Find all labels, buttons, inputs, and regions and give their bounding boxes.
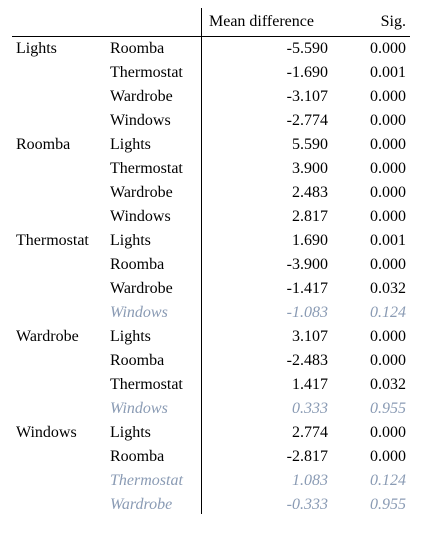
significance-value: 0.000 — [370, 424, 406, 441]
table-row — [12, 301, 410, 325]
mean-difference-value: 2.483 — [292, 184, 328, 201]
significance-value: 0.032 — [370, 280, 406, 297]
mean-difference-header: Mean difference — [209, 13, 314, 30]
comparison-table — [12, 8, 410, 517]
mean-difference-value: 2.817 — [292, 208, 328, 225]
significance-value: 0.955 — [370, 496, 406, 513]
table-body — [12, 37, 410, 517]
table-row — [12, 133, 410, 157]
significance-value: 0.000 — [370, 136, 406, 153]
table-row — [12, 61, 410, 85]
table-row — [12, 373, 410, 397]
comparison-label: Wardrobe — [110, 88, 173, 105]
comparison-label: Lights — [110, 136, 151, 153]
mean-difference-value: -5.590 — [286, 40, 328, 57]
table-row — [12, 229, 410, 253]
comparison-label: Lights — [110, 424, 151, 441]
group-label: Wardrobe — [16, 328, 79, 345]
comparison-label: Windows — [110, 304, 168, 321]
mean-difference-value: -1.083 — [286, 304, 328, 321]
table-row — [12, 253, 410, 277]
mean-difference-value: -2.817 — [286, 448, 328, 465]
table-row — [12, 469, 410, 493]
table-row — [12, 181, 410, 205]
group-label: Windows — [16, 424, 77, 441]
significance-value: 0.000 — [370, 328, 406, 345]
mean-difference-value: 2.774 — [292, 424, 328, 441]
comparison-label: Roomba — [110, 40, 165, 57]
mean-difference-value: -1.690 — [286, 64, 328, 81]
group-label: Lights — [16, 40, 57, 57]
comparison-label: Roomba — [110, 256, 165, 273]
significance-value: 0.000 — [370, 352, 406, 369]
mean-difference-value: 0.333 — [292, 400, 328, 417]
comparison-label: Roomba — [110, 448, 165, 465]
table-row — [12, 349, 410, 373]
group-label: Roomba — [16, 136, 71, 153]
significance-value: 0.000 — [370, 40, 406, 57]
comparison-label: Wardrobe — [110, 280, 173, 297]
table-header — [12, 8, 410, 37]
comparison-label: Windows — [110, 112, 171, 129]
comparison-label: Thermostat — [110, 160, 183, 177]
table-row — [12, 277, 410, 301]
significance-value: 0.000 — [370, 448, 406, 465]
comparison-label: Roomba — [110, 352, 165, 369]
table-row — [12, 421, 410, 445]
significance-value: 0.000 — [370, 184, 406, 201]
table-row — [12, 325, 410, 349]
mean-difference-value: -0.333 — [286, 496, 328, 513]
table-row — [12, 397, 410, 421]
comparison-label: Thermostat — [110, 472, 183, 489]
mean-difference-value: 1.417 — [292, 376, 328, 393]
significance-value: 0.000 — [370, 112, 406, 129]
significance-value: 0.000 — [370, 208, 406, 225]
significance-value: 0.124 — [370, 304, 406, 321]
significance-value: 0.001 — [370, 232, 406, 249]
significance-value: 0.001 — [370, 64, 406, 81]
comparison-label: Windows — [110, 400, 168, 417]
significance-value: 0.032 — [370, 376, 406, 393]
sig-header: Sig. — [380, 13, 406, 30]
mean-difference-value: 3.900 — [292, 160, 328, 177]
group-label: Thermostat — [16, 232, 89, 249]
table-row — [12, 109, 410, 133]
comparison-label: Thermostat — [110, 376, 183, 393]
comparison-label: Thermostat — [110, 64, 183, 81]
comparison-label: Windows — [110, 208, 171, 225]
comparison-label: Lights — [110, 232, 151, 249]
mean-difference-value: 5.590 — [292, 136, 328, 153]
significance-value: 0.124 — [370, 472, 406, 489]
significance-value: 0.000 — [370, 160, 406, 177]
significance-value: 0.000 — [370, 256, 406, 273]
mean-difference-value: 3.107 — [292, 328, 328, 345]
mean-difference-value: 1.690 — [292, 232, 328, 249]
mean-difference-value: 1.083 — [292, 472, 328, 489]
mean-difference-value: -3.900 — [286, 256, 328, 273]
table-row — [12, 445, 410, 469]
table-row — [12, 85, 410, 109]
mean-difference-value: -3.107 — [286, 88, 328, 105]
significance-value: 0.955 — [370, 400, 406, 417]
comparison-label: Wardrobe — [110, 184, 173, 201]
table-row — [12, 37, 410, 61]
table-row — [12, 205, 410, 229]
table-row — [12, 157, 410, 181]
comparison-label: Lights — [110, 328, 151, 345]
significance-value: 0.000 — [370, 88, 406, 105]
mean-difference-value: -1.417 — [286, 280, 328, 297]
table-row — [12, 493, 410, 517]
comparison-label: Wardrobe — [110, 496, 173, 513]
mean-difference-value: -2.774 — [286, 112, 328, 129]
mean-difference-value: -2.483 — [286, 352, 328, 369]
